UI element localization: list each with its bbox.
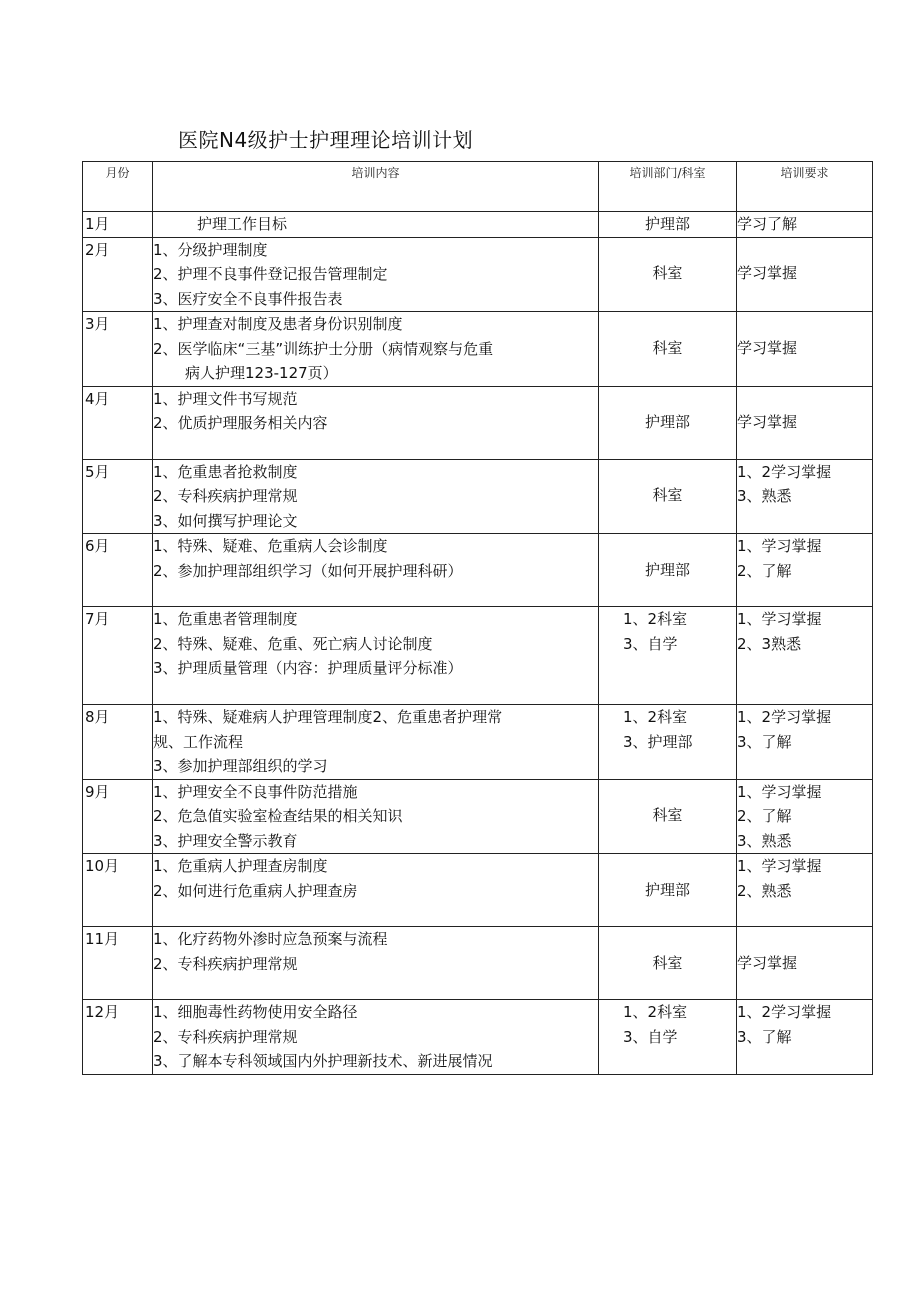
dept-line: 护理部 xyxy=(644,413,690,432)
content-line: 1、分级护理制度 xyxy=(153,240,268,259)
requirement-line: 1、学习掌握 xyxy=(737,782,822,801)
dept-cell xyxy=(599,705,737,780)
dept-line: 护理部 xyxy=(644,560,690,579)
requirement-line: 2、熟悉 xyxy=(737,881,792,900)
requirement-line: 2、了解 xyxy=(737,807,792,825)
table-row xyxy=(83,212,873,238)
dept-line: 3、自学 xyxy=(623,634,678,653)
content-line: 2、专科疾病护理常规 xyxy=(153,954,298,973)
dept-line: 科室 xyxy=(652,953,683,972)
requirement-line: 3、熟悉 xyxy=(737,487,792,505)
requirement-cell xyxy=(737,212,873,238)
requirement-line: 1、学习掌握 xyxy=(737,610,822,628)
month-cell: 4月 xyxy=(83,386,153,459)
dept-cell xyxy=(599,607,737,705)
dept-line: 护理部 xyxy=(644,880,690,899)
content-line: 3、参加护理部组织的学习 xyxy=(153,757,328,775)
dept-cell xyxy=(599,927,737,1000)
requirement-line: 学习了解 xyxy=(737,214,798,233)
dept-line: 1、2科室 xyxy=(623,610,688,628)
content-line: 1、危重病人护理查房制度 xyxy=(153,857,328,875)
table-row xyxy=(83,705,873,780)
requirement-line: 1、2学习掌握 xyxy=(737,1003,832,1021)
content-cell xyxy=(153,1000,599,1075)
content-cell xyxy=(153,779,599,854)
month-cell: 11月 xyxy=(83,927,153,1000)
content-line: 1、护理文件书写规范 xyxy=(153,389,298,408)
content-line: 1、护理查对制度及患者身份识别制度 xyxy=(153,315,403,333)
month-cell: 9月 xyxy=(83,779,153,854)
content-line: 3、护理质量管理（内容：护理质量评分标准） xyxy=(153,659,463,677)
dept-cell xyxy=(599,854,737,927)
content-line: 护理工作目标 xyxy=(197,215,288,233)
content-cell xyxy=(153,312,599,387)
month-cell: 12月 xyxy=(83,1000,153,1075)
requirement-line: 2、3熟悉 xyxy=(737,634,802,653)
content-line: 2、优质护理服务相关内容 xyxy=(153,414,328,432)
dept-cell xyxy=(599,779,737,854)
month-cell: 5月 xyxy=(83,459,153,534)
training-plan-table xyxy=(82,161,873,1075)
requirement-cell xyxy=(737,927,873,1000)
table-row xyxy=(83,1000,873,1075)
content-line: 3、了解本专科领域国内外护理新技术、新进展情况 xyxy=(153,1052,493,1070)
requirement-line: 2、了解 xyxy=(737,561,792,580)
content-line: 2、参加护理部组织学习（如何开展护理科研） xyxy=(153,561,463,580)
content-line: 1、特殊、疑难、危重病人会诊制度 xyxy=(153,537,388,555)
table-row xyxy=(83,459,873,534)
dept-line: 科室 xyxy=(652,338,683,357)
table-row xyxy=(83,386,873,459)
content-line: 1、特殊、疑难病人护理管理制度2、危重患者护理常 xyxy=(153,708,503,726)
content-cell xyxy=(153,927,599,1000)
table-row xyxy=(83,534,873,607)
content-line: 2、专科疾病护理常规 xyxy=(153,487,298,505)
requirement-cell xyxy=(737,534,873,607)
content-line: 病人护理123-127页） xyxy=(185,364,338,382)
dept-cell xyxy=(599,459,737,534)
dept-line: 1、2科室 xyxy=(623,708,688,726)
dept-cell xyxy=(599,212,737,238)
month-cell: 8月 xyxy=(83,705,153,780)
content-line: 2、专科疾病护理常规 xyxy=(153,1027,298,1046)
content-cell xyxy=(153,459,599,534)
header-content: 培训内容 xyxy=(153,162,599,212)
table-row xyxy=(83,927,873,1000)
dept-line: 护理部 xyxy=(644,214,690,233)
content-cell xyxy=(153,705,599,780)
requirement-line: 1、2学习掌握 xyxy=(737,708,832,726)
month-cell: 7月 xyxy=(83,607,153,705)
requirement-cell xyxy=(737,1000,873,1075)
content-cell xyxy=(153,607,599,705)
content-cell xyxy=(153,534,599,607)
requirement-cell xyxy=(737,386,873,459)
requirement-cell xyxy=(737,237,873,312)
content-line: 2、特殊、疑难、危重、死亡病人讨论制度 xyxy=(153,634,433,653)
table-row xyxy=(83,854,873,927)
content-cell xyxy=(153,212,599,238)
month-cell: 10月 xyxy=(83,854,153,927)
content-line: 1、细胞毒性药物使用安全路径 xyxy=(153,1003,358,1021)
requirement-line: 3、了解 xyxy=(737,732,792,751)
dept-line: 1、2科室 xyxy=(623,1003,688,1021)
table-row xyxy=(83,779,873,854)
content-line: 1、危重患者抢救制度 xyxy=(153,462,298,481)
dept-cell xyxy=(599,1000,737,1075)
table-row xyxy=(83,237,873,312)
content-line: 1、危重患者管理制度 xyxy=(153,610,298,628)
requirement-line: 3、熟悉 xyxy=(737,831,792,850)
content-cell xyxy=(153,386,599,459)
header-requirement: 培训要求 xyxy=(737,162,873,212)
content-line: 3、如何撰写护理论文 xyxy=(153,511,298,530)
dept-line: 3、护理部 xyxy=(623,732,693,751)
month-cell: 2月 xyxy=(83,237,153,312)
content-line: 1、化疗药物外渗时应急预案与流程 xyxy=(153,930,388,948)
content-line: 3、医疗安全不良事件报告表 xyxy=(153,289,343,308)
month-cell: 6月 xyxy=(83,534,153,607)
content-line: 2、医学临床“三基”训练护士分册（病情观察与危重 xyxy=(153,339,494,358)
requirement-line: 1、学习掌握 xyxy=(737,857,822,875)
table-header-row xyxy=(83,162,873,212)
requirement-line: 3、了解 xyxy=(737,1027,792,1046)
requirement-cell xyxy=(737,459,873,534)
requirement-cell xyxy=(737,312,873,387)
requirement-cell xyxy=(737,705,873,780)
content-cell xyxy=(153,854,599,927)
dept-line: 科室 xyxy=(652,264,683,283)
page-title: 医院N4级护士护理理论培训计划 xyxy=(178,128,474,152)
dept-cell xyxy=(599,534,737,607)
requirement-line: 1、学习掌握 xyxy=(737,537,822,555)
requirement-line: 1、2学习掌握 xyxy=(737,462,832,481)
requirement-line: 学习掌握 xyxy=(737,413,798,432)
dept-line: 科室 xyxy=(652,806,683,825)
content-line: 3、护理安全警示教育 xyxy=(153,831,298,850)
content-line: 2、护理不良事件登记报告管理制定 xyxy=(153,265,388,283)
month-cell: 1月 xyxy=(83,212,153,238)
content-line: 2、危急值实验室检查结果的相关知识 xyxy=(153,807,403,825)
header-dept: 培训部门/科室 xyxy=(599,162,737,212)
table-row xyxy=(83,607,873,705)
dept-cell xyxy=(599,312,737,387)
requirement-cell xyxy=(737,854,873,927)
month-cell: 3月 xyxy=(83,312,153,387)
requirement-line: 学习掌握 xyxy=(737,953,798,972)
content-line: 2、如何进行危重病人护理查房 xyxy=(153,881,358,900)
requirement-cell xyxy=(737,607,873,705)
content-line: 1、护理安全不良事件防范措施 xyxy=(153,782,358,801)
table-row xyxy=(83,312,873,387)
requirement-line: 学习掌握 xyxy=(737,264,798,283)
requirement-cell xyxy=(737,779,873,854)
dept-line: 3、自学 xyxy=(623,1027,678,1046)
requirement-line: 学习掌握 xyxy=(737,338,798,357)
dept-cell xyxy=(599,386,737,459)
dept-line: 科室 xyxy=(652,486,683,505)
dept-cell xyxy=(599,237,737,312)
content-cell xyxy=(153,237,599,312)
content-line: 规、工作流程 xyxy=(153,732,244,751)
header-month: 月份 xyxy=(83,162,153,212)
